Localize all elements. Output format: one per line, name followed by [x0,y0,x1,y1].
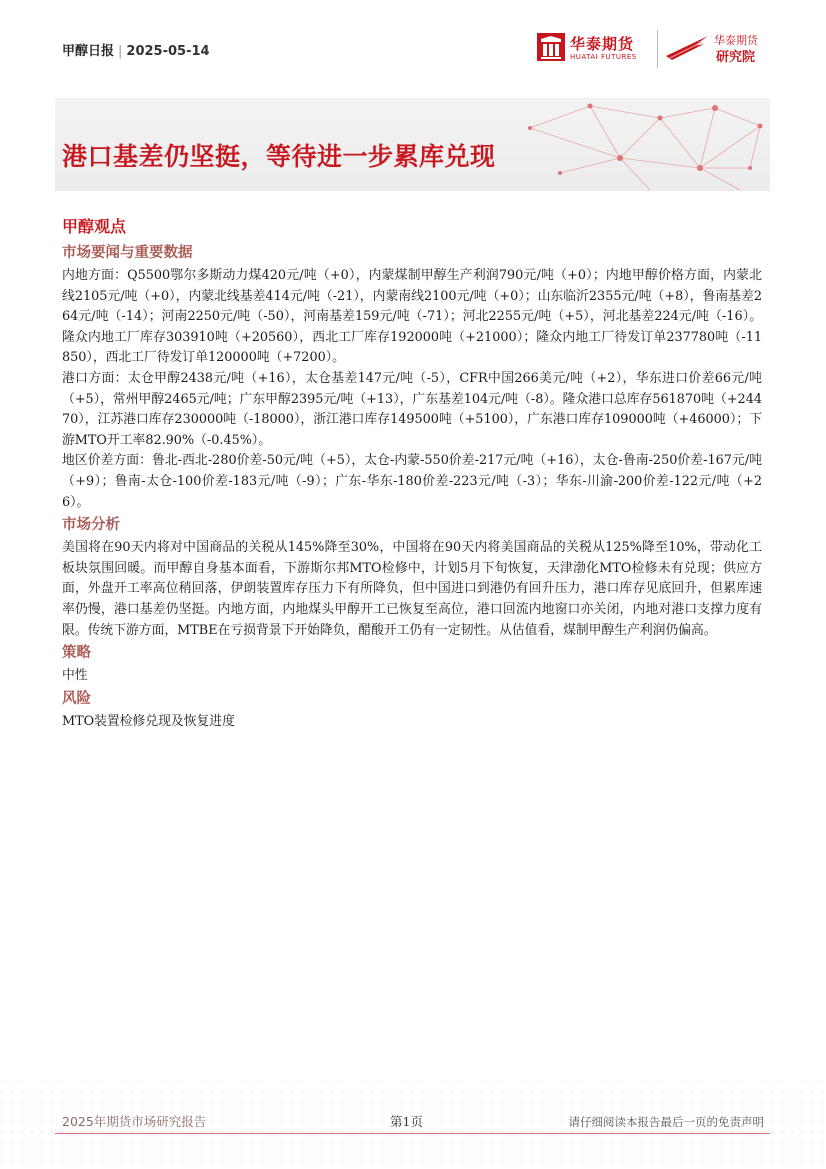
analysis-paragraph: 美国将在90天内将对中国商品的关税从145%降至30%，中国将在90天内将美国商品的关税从125%降至10%，带动化工板块氛围回暖。而甲醇自身基本面看，下游斯尔邦MTO检修中，计划5月下旬恢复，天津渤化MTO检修未有兑现；供应方面，外盘开工率高位稍回落，伊朗装置库存压力下有所降负，但中国进口到港仍有回升压力，港口库存见底回升，但累库速率仍慢，港口基差仍坚挺。内地方面，内地煤头甲醇开工已恢复至高位，港口回流内地窗口亦关闭，内地对港口支撑力度有限。传统下游方面，MTBE在亏损背景下开始降负，醋酸开工仍有一定韧性。从估值看，煤制甲醇生产利润仍偏高。 [62,540,762,638]
institute-line2: 研究院 [716,50,756,65]
header-separator: | [118,44,123,59]
strategy-text: 中性 [62,668,88,684]
news-paragraph-port: 港口方面：太仓甲醇2438元/吨（+16），太仓基差147元/吨（-5），CFR中国266美元/吨（+2），华东进口价差66元/吨（+5），常州甲醇2465元/吨；广东甲醇2395元/吨（+13），广东基差104元/吨（-8）。隆众港口总库存561870吨（+24470），江苏港口库存230000吨（-18000），浙江港口库存149500吨（+5100），广东港口库存109000吨（+46000）；下游MTO开工率82.90%（-0.45%）。 [62,370,762,448]
risk-text: MTO装置检修兑现及恢复进度 [62,713,235,729]
network-decoration [510,98,770,191]
disclaimer-note: 请仔细阅读本报告最后一页的免责声明 [568,1115,764,1129]
analysis-section-title: 市场分析 [62,517,120,534]
risk-section-title: 风险 [62,690,91,707]
report-header-label [62,40,210,59]
footer-rule [55,1133,770,1134]
institute-wing-icon [664,32,712,64]
news-paragraph-spread: 地区价差方面：鲁北-西北-280价差-50元/吨（+5），太仓-内蒙-550价差-217元/吨（+16），太仓-鲁南-250价差-167元/吨（+9）；鲁南-太仓-100价差-183元/吨（-9）；广东-华东-180价差-223元/吨（-3）；华东-川渝-200价差-122元/吨（+26）。 [62,453,762,510]
report-date: 2025-05-14 [126,44,210,59]
huatai-logo-icon [537,33,565,61]
page-header [0,0,826,190]
page-footer [0,1060,826,1169]
strategy-section-title: 策略 [62,645,91,662]
report-name: 甲醇日报 [62,44,115,59]
logo-divider [657,30,658,68]
page-title: 港口基差仍坚挺，等待进一步累库兑现 [62,142,496,171]
footer-report-series: 2025年期货市场研究报告 [62,1114,207,1129]
page-number: 第1页 [390,1114,423,1129]
institute-logo [664,30,774,70]
report-body [62,214,762,732]
news-section-title: 市场要闻与重要数据 [62,245,193,261]
logo-cn-text: 华泰期货 [570,35,635,53]
news-paragraph-inland: 内地方面：Q5500鄂尔多斯动力煤420元/吨（+0），内蒙煤制甲醇生产利润790元/吨（+0）；内地甲醇价格方面，内蒙北线2105元/吨（+0），内蒙北线基差414元/吨（-21），内蒙南线2100元/吨（+0）；山东临沂2355元/吨（+8），鲁南基差264元/吨（-14）；河南2250元/吨（-50），河南基差159元/吨（-71）；河北2255元/吨（+5），河北基差224元/吨（-16）。隆众内地工厂库存303910吨（+20560），西北工厂库存192000吨（+21000）；隆众内地工厂待发订单237780吨（-11850），西北工厂待发订单120000吨（+7200）。 [62,268,762,366]
huatai-futures-logo [537,33,649,67]
view-section-title: 甲醇观点 [62,217,127,236]
institute-line1: 华泰期货 [714,34,758,47]
logo-en-text: HUATAI FUTURES [570,53,637,61]
